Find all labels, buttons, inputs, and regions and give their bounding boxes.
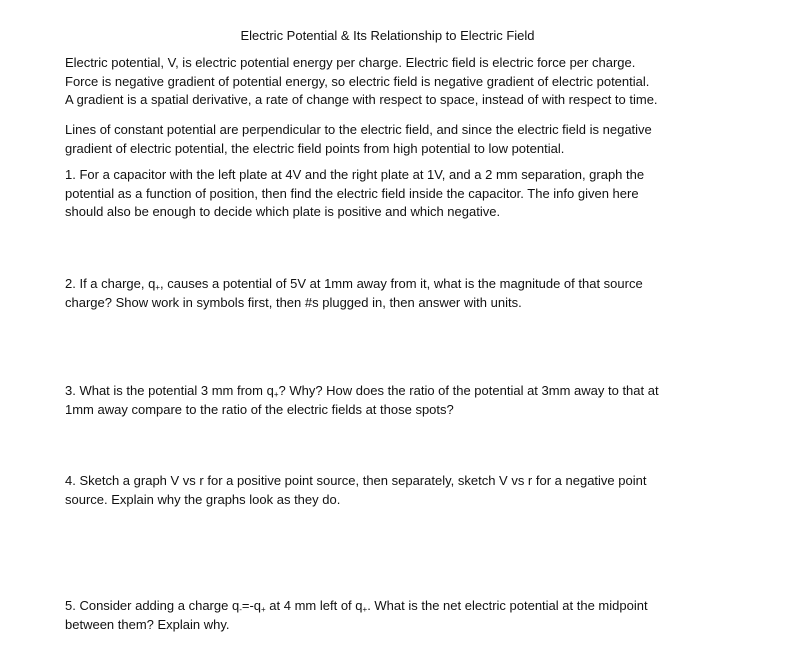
question-2 (65, 275, 745, 312)
text-run: . What is the net electric potential at the midpoint (367, 598, 648, 613)
question-1 (65, 166, 745, 222)
text-run: =-q (241, 598, 262, 613)
subscript: + (261, 605, 266, 614)
text-run: 2. If a charge, q (65, 276, 156, 291)
intro-paragraph (65, 54, 745, 110)
subscript: - (239, 605, 242, 614)
text-run: , causes a potential of 5V at 1mm away from it, what is the magnitude of that source (160, 276, 643, 291)
text-line: charge? Show work in symbols first, then #s plugged in, then answer with units. (65, 294, 522, 310)
text-line: should also be enough to decide which plate is positive and which negative. (65, 204, 501, 219)
question-5 (65, 597, 745, 634)
question-3 (65, 382, 745, 419)
subscript: + (362, 605, 368, 614)
text-run: 3. What is the potential 3 mm from q (65, 383, 274, 398)
text-line (65, 275, 745, 294)
subscript: + (155, 283, 161, 292)
text-line: potential as a function of position, then find the electric field inside the capacitor. The info given here (65, 185, 639, 201)
text-line: gradient of electric potential, the electric field points from high potential to low potential. (65, 140, 565, 156)
page-title: Electric Potential & Its Relationship to Electric Field (240, 28, 535, 43)
text-line: between them? Explain why. (65, 616, 230, 632)
text-run: 5. Consider adding a charge q (65, 598, 240, 613)
text-run: ? Why? How does the ratio of the potential at 3mm away to that at (278, 383, 659, 398)
text-line (65, 382, 745, 401)
text-line: Lines of constant potential are perpendicular to the electric field, and since the electric field is negative (65, 122, 652, 137)
text-line: A gradient is a spatial derivative, a rate of change with respect to space, instead of with respect to time. (65, 92, 658, 107)
question-4 (65, 472, 745, 509)
text-line: 1. For a capacitor with the left plate at 4V and the right plate at 1V, and a 2 mm separation, graph the (65, 167, 645, 182)
text-line: Force is negative gradient of potential energy, so electric field is negative gradient of electric potential. (65, 73, 650, 89)
text-line: 4. Sketch a graph V vs r for a positive point source, then separately, sketch V vs r for a negative point (65, 473, 647, 488)
text-line: 1mm away compare to the ratio of the electric fields at those spots? (65, 401, 454, 417)
intro-paragraph-2 (65, 121, 745, 158)
text-run: at 4 mm left of q (265, 598, 363, 613)
text-line: source. Explain why the graphs look as they do. (65, 491, 341, 507)
subscript: + (273, 390, 279, 399)
text-line: Electric potential, V, is electric potential energy per charge. Electric field is electric force per charge. (65, 55, 636, 70)
text-line (65, 597, 745, 616)
